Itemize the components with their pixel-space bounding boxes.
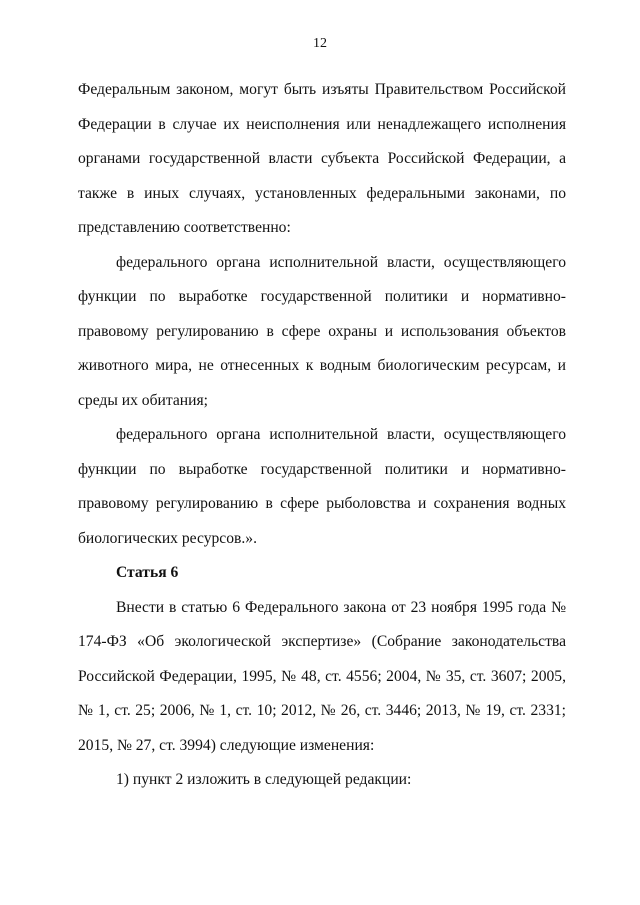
paragraph: федерального органа исполнительной власти, осуществляющего функции по выработке государственной политики и нормативно-правовому регулированию в сфере охраны и использования объектов животного мира, не отнесенных к водным биологическим ресурсам, и среды их обитания; [78, 253, 566, 409]
article-heading: Статья 6 [116, 564, 179, 581]
paragraph: федерального органа исполнительной власти, осуществляющего функции по выработке государственной политики и нормативно-правовому регулированию в сфере рыболовства и сохранения водных биологических ресурсов.». [78, 426, 566, 547]
page-number: 12 [313, 36, 327, 51]
paragraph: 1) пункт 2 изложить в следующей редакции: [116, 771, 412, 788]
document-body [78, 73, 566, 798]
paragraph: Федеральным законом, могут быть изъяты Правительством Российской Федерации в случае их неисполнения или ненадлежащего исполнения органами государственной власти субъекта Российской Федерации, а также в иных случаях, установленных федеральными законами, по представлению соответственно: [78, 81, 566, 236]
paragraph: Внести в статью 6 Федерального закона от 23 ноября 1995 года № 174-ФЗ «Об экологической экспертизе» (Собрание законодательства Российской Федерации, 1995, № 48, ст. 4556; 2004, № 35, ст. 3607; 2005, № 1, ст. 25; 2006, № 1, ст. 10; 2012, № 26, ст. 3446; 2013, № 19, ст. 2331; 2015, № 27, ст. 3994) следующие изменения: [78, 598, 566, 754]
